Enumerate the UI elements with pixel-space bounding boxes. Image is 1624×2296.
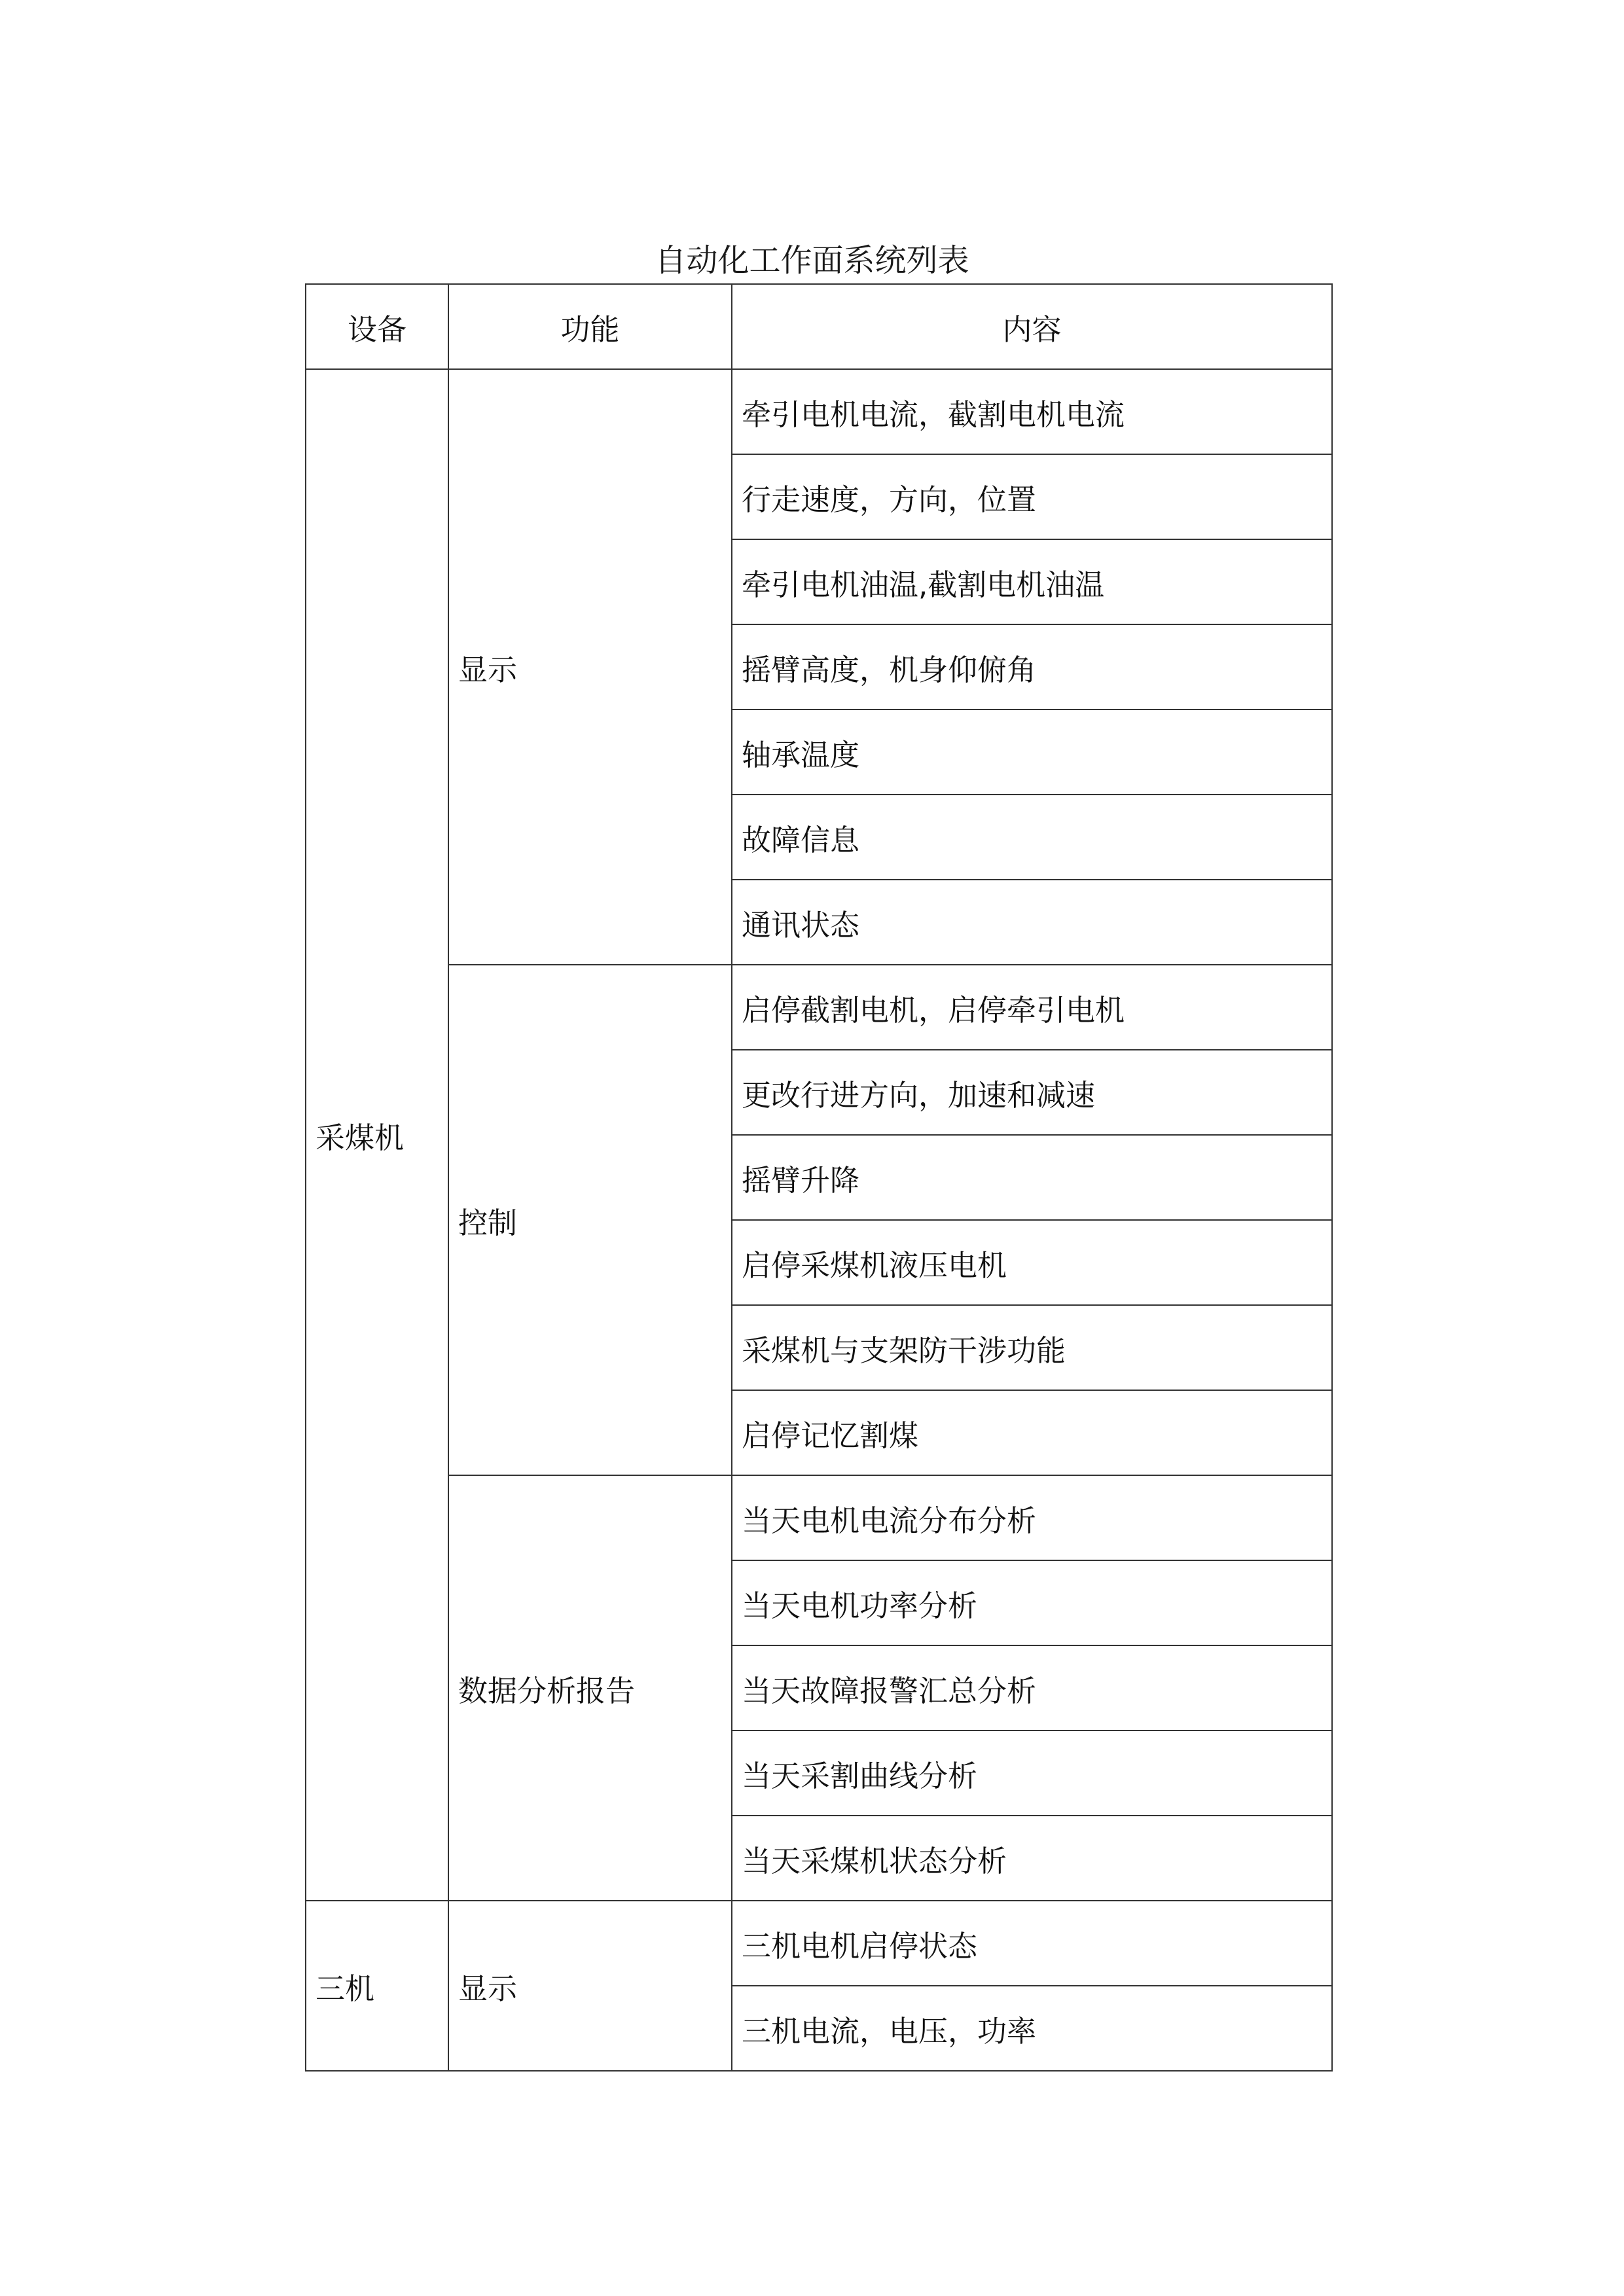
content-cell: 当天采煤机状态分析 xyxy=(732,1816,1332,1901)
content-cell: 当天电机功率分析 xyxy=(732,1560,1332,1645)
function-cell: 显示 xyxy=(448,369,732,965)
page-title: 自动化工作面系统列表 xyxy=(655,242,969,279)
function-cell: 显示 xyxy=(448,1901,732,2071)
content-cell: 更改行进方向，加速和减速 xyxy=(732,1050,1332,1135)
content-cell: 当天故障报警汇总分析 xyxy=(732,1645,1332,1731)
header-device: 设备 xyxy=(306,284,448,369)
device-cell: 采煤机 xyxy=(306,369,448,1901)
table-row xyxy=(306,965,1332,1050)
content-cell: 摇臂高度，机身仰俯角 xyxy=(732,624,1332,709)
table-row xyxy=(306,1475,1332,1560)
function-cell: 控制 xyxy=(448,965,732,1475)
content-cell: 轴承温度 xyxy=(732,709,1332,795)
content-cell: 牵引电机油温,截割电机油温 xyxy=(732,539,1332,624)
table-row xyxy=(306,369,1332,454)
content-cell: 通讯状态 xyxy=(732,880,1332,965)
content-cell: 启停记忆割煤 xyxy=(732,1390,1332,1475)
table-row xyxy=(306,1901,1332,1986)
content-cell: 牵引电机电流，截割电机电流 xyxy=(732,369,1332,454)
header-content: 内容 xyxy=(732,284,1332,369)
table-body xyxy=(306,369,1332,2071)
content-cell: 当天电机电流分布分析 xyxy=(732,1475,1332,1560)
content-cell: 采煤机与支架防干涉功能 xyxy=(732,1305,1332,1390)
content-cell: 当天采割曲线分析 xyxy=(732,1731,1332,1816)
content-cell: 行走速度，方向，位置 xyxy=(732,454,1332,539)
header-function: 功能 xyxy=(448,284,732,369)
content-cell: 启停截割电机，启停牵引电机 xyxy=(732,965,1332,1050)
content-cell: 三机电流，电压，功率 xyxy=(732,1986,1332,2071)
content-cell: 故障信息 xyxy=(732,795,1332,880)
content-cell: 启停采煤机液压电机 xyxy=(732,1220,1332,1305)
function-cell: 数据分析报告 xyxy=(448,1475,732,1901)
device-cell: 三机 xyxy=(306,1901,448,2071)
content-cell: 摇臂升降 xyxy=(732,1135,1332,1220)
content-cell: 三机电机启停状态 xyxy=(732,1901,1332,1986)
system-table xyxy=(305,283,1333,2072)
table-header-row xyxy=(306,284,1332,369)
